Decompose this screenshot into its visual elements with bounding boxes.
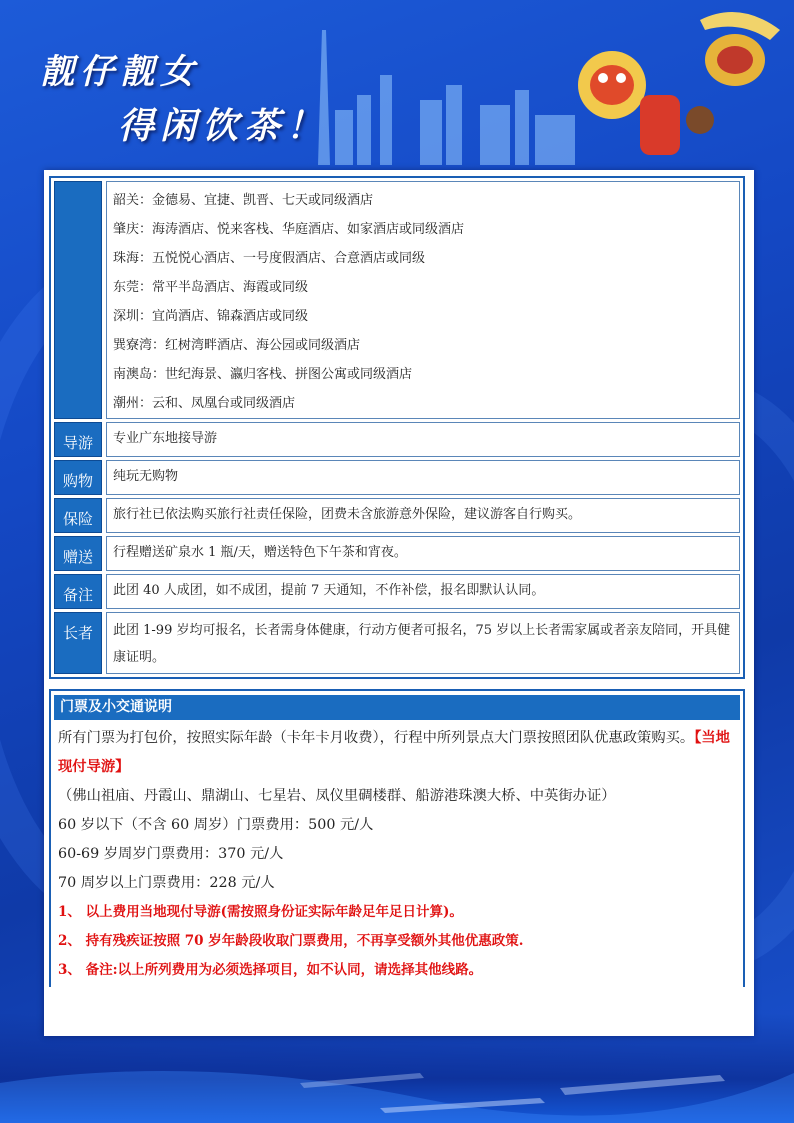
- hotel-item: 肇庆：海涛酒店、悦来客栈、华庭酒店、如家酒店或同级酒店: [113, 222, 465, 237]
- hotel-list: [106, 181, 740, 419]
- shopping-value: 纯玩无购物: [106, 460, 740, 495]
- gift-label: 赠送: [54, 536, 102, 571]
- gift-row: [54, 536, 740, 571]
- gift-value: 行程赠送矿泉水 1 瓶/天，赠送特色下午茶和宵夜。: [106, 536, 740, 571]
- itinerary-panel: [44, 170, 754, 1036]
- slogan-line-1: 靓仔靓女: [40, 52, 200, 92]
- ticket-intro: [58, 724, 736, 782]
- ticket-fee-60-69: 60-69 岁周岁门票费用：370 元/人: [58, 846, 284, 862]
- guide-label: 导游: [54, 422, 102, 457]
- ticket-note-3: 3、 备注:以上所列费用为必须选择项目，如不认同，请选择其他线路。: [58, 962, 483, 978]
- remark-value: 此团 40 人成团，如不成团，提前 7 天通知，不作补偿，报名即默认认同。: [106, 574, 740, 609]
- elderly-label: 长者: [54, 612, 102, 674]
- slogan-line-2: 得闲饮茶！: [118, 106, 329, 147]
- remark-row: [54, 574, 740, 609]
- hotel-item: 潮州：云和、凤凰台或同级酒店: [113, 396, 296, 411]
- shopping-label: 购物: [54, 460, 102, 495]
- insurance-label: 保险: [54, 498, 102, 533]
- hotel-item: 东莞：常平半岛酒店、海霞或同级: [113, 280, 309, 295]
- guide-value: 专业广东地接导游: [106, 422, 740, 457]
- ticket-fee-under-60: 60 岁以下（不含 60 周岁）门票费用：500 元/人: [58, 817, 374, 833]
- hotel-item: 深圳：宜尚酒店、锦森酒店或同级: [113, 309, 309, 324]
- info-table: [49, 176, 745, 679]
- hotel-label-cell: [54, 181, 102, 419]
- remark-label: 备注: [54, 574, 102, 609]
- hotel-item: 南澳岛：世纪海景、瀛归客栈、拼图公寓或同级酒店: [113, 367, 413, 382]
- lion-dance-illustration: [578, 12, 780, 155]
- elderly-row: [54, 612, 740, 674]
- shopping-row: [54, 460, 740, 495]
- hotel-row: [54, 181, 740, 419]
- ticket-section-title: 门票及小交通说明: [54, 695, 740, 720]
- ticket-section-body: [51, 720, 743, 989]
- hotel-item: 巽寮湾：红树湾畔酒店、海公园或同级酒店: [113, 338, 361, 353]
- ticket-fee-70-plus: 70 周岁以上门票费用：228 元/人: [58, 875, 275, 891]
- hotel-item: 珠海：五悦悦心酒店、一号度假酒店、合意酒店或同级: [113, 251, 426, 266]
- pay-note: 【当地现付导游】: [58, 730, 730, 775]
- hotel-item: 韶关：金德易、宜捷、凯晋、七天或同级酒店: [113, 193, 374, 208]
- elderly-value: 此团 1-99 岁均可报名，长者需身体健康，行动方便者可报名，75 岁以上长者需家属或者亲友陪同，开具健康证明。: [106, 612, 740, 674]
- ticket-section: [49, 689, 745, 987]
- ticket-note-1: 1、 以上费用当地现付导游(需按照身份证实际年龄足年足日计算)。: [58, 904, 463, 920]
- insurance-row: [54, 498, 740, 533]
- insurance-value: 旅行社已依法购买旅行社责任保险，团费未含旅游意外保险，建议游客自行购买。: [106, 498, 740, 533]
- guide-row: [54, 422, 740, 457]
- header-banner: [0, 0, 794, 178]
- ticket-spots: （佛山祖庙、丹霞山、鼎湖山、七星岩、凤仪里碉楼群、船游港珠澳大桥、中英街办证）: [58, 788, 616, 804]
- ticket-note-2: 2、 持有残疾证按照 70 岁年龄段收取门票费用，不再享受额外其他优惠政策.: [58, 933, 524, 949]
- ticket-intro-text: 所有门票为打包价，按照实际年龄（卡年卡月收费），行程中所列景点大门票按照团队优惠政策购买。: [58, 730, 695, 746]
